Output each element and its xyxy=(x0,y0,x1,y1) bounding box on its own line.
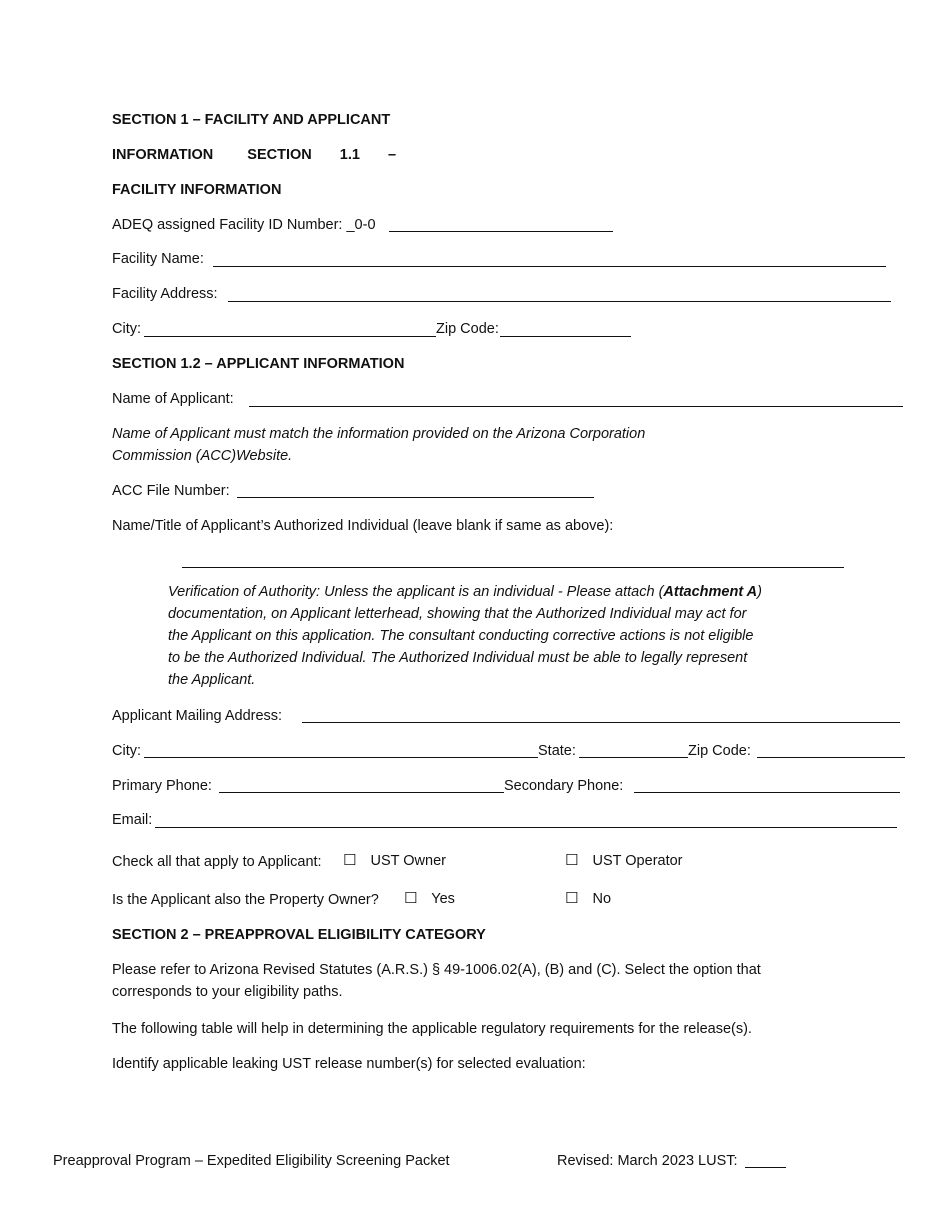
section2-refer-line1: Please refer to Arizona Revised Statutes (A.R.S.) § 49-1006.02(A), (B) and (C). Select the option that xyxy=(112,962,761,978)
attachment-a-label: Attachment A xyxy=(663,584,758,600)
applicant-note-line1: Name of Applicant must match the information provided on the Arizona Corporation xyxy=(112,426,646,442)
property-owner-yes-checkbox[interactable]: ☐ xyxy=(404,890,418,907)
applicant-state-label: State: xyxy=(538,743,576,759)
heading-word-dash: – xyxy=(388,147,397,163)
property-owner-no-label: No xyxy=(592,891,612,907)
section1-heading: SECTION 1 – FACILITY AND APPLICANT xyxy=(112,112,391,128)
property-owner-label: Is the Applicant also the Property Owner? xyxy=(112,892,379,908)
section2-heading: SECTION 2 – PREAPPROVAL ELIGIBILITY CATEGORY xyxy=(112,927,486,943)
verification-paragraph xyxy=(168,581,768,691)
facility-id-label: ADEQ assigned Facility ID Number: _0-0 xyxy=(112,217,376,233)
applicant-state-field[interactable] xyxy=(579,757,688,758)
applicant-name-label: Name of Applicant: xyxy=(112,391,234,407)
applicant-info-heading: SECTION 1.2 – APPLICANT INFORMATION xyxy=(112,356,405,372)
applicant-zip-label: Zip Code: xyxy=(688,743,751,759)
authorized-individual-field[interactable] xyxy=(182,567,844,568)
applicant-zip-field[interactable] xyxy=(757,757,905,758)
property-owner-no-option[interactable] xyxy=(565,890,611,908)
facility-id-field[interactable] xyxy=(389,231,613,232)
applicant-note-line2: Commission (ACC)Website. xyxy=(112,448,293,464)
primary-phone-label: Primary Phone: xyxy=(112,778,212,794)
facility-name-field[interactable] xyxy=(213,266,886,267)
applicant-name-field[interactable] xyxy=(249,406,903,407)
primary-phone-field[interactable] xyxy=(219,792,504,793)
facility-zip-label: Zip Code: xyxy=(436,321,499,337)
verification-text-pre: Verification of Authority: Unless the applicant is an individual - Please attach ( xyxy=(168,584,664,600)
email-field[interactable] xyxy=(155,827,897,828)
ust-owner-label: UST Owner xyxy=(370,853,446,869)
acc-file-field[interactable] xyxy=(237,497,594,498)
section1-heading-line2 xyxy=(112,146,396,164)
section2-table-help: The following table will help in determining the applicable regulatory requirements for the release(s). xyxy=(112,1021,752,1037)
applicant-type-label: Check all that apply to Applicant: xyxy=(112,854,322,870)
ust-owner-option[interactable] xyxy=(343,852,446,870)
heading-word-information: INFORMATION xyxy=(112,147,214,163)
footer-title: Preapproval Program – Expedited Eligibility Screening Packet xyxy=(53,1153,450,1169)
property-owner-yes-option[interactable] xyxy=(404,890,455,908)
mailing-address-field[interactable] xyxy=(302,722,900,723)
facility-address-label: Facility Address: xyxy=(112,286,218,302)
facility-city-field[interactable] xyxy=(144,336,436,337)
applicant-city-field[interactable] xyxy=(144,757,538,758)
facility-zip-field[interactable] xyxy=(500,336,631,337)
section2-refer-line2: corresponds to your eligibility paths. xyxy=(112,984,343,1000)
facility-info-heading: FACILITY INFORMATION xyxy=(112,182,282,198)
authorized-individual-label: Name/Title of Applicant’s Authorized Individual (leave blank if same as above): xyxy=(112,518,614,534)
heading-word-section: SECTION xyxy=(247,147,312,163)
acc-file-label: ACC File Number: xyxy=(112,483,230,499)
email-label: Email: xyxy=(112,812,153,828)
footer-revised: Revised: March 2023 LUST: xyxy=(557,1153,738,1169)
verification-text-post: ) documentation, on Applicant letterhead, showing that the Authorized Individual may act for the Applicant on this application. The consultant conducting corrective actions is not eligible to be the Authorized Individual. The Authorized Individual must be able to legally represent the Applicant. xyxy=(168,584,762,688)
ust-operator-label: UST Operator xyxy=(592,853,683,869)
facility-city-label: City: xyxy=(112,321,141,337)
facility-address-field[interactable] xyxy=(228,301,891,302)
facility-name-label: Facility Name: xyxy=(112,251,204,267)
footer-lust-field[interactable] xyxy=(745,1167,786,1168)
secondary-phone-label: Secondary Phone: xyxy=(504,778,624,794)
secondary-phone-field[interactable] xyxy=(634,792,900,793)
section2-identify-release: Identify applicable leaking UST release number(s) for selected evaluation: xyxy=(112,1056,586,1072)
ust-operator-checkbox[interactable]: ☐ xyxy=(565,852,579,869)
ust-operator-option[interactable] xyxy=(565,852,683,870)
property-owner-no-checkbox[interactable]: ☐ xyxy=(565,890,579,907)
ust-owner-checkbox[interactable]: ☐ xyxy=(343,852,357,869)
applicant-city-label: City: xyxy=(112,743,141,759)
property-owner-yes-label: Yes xyxy=(431,891,455,907)
mailing-address-label: Applicant Mailing Address: xyxy=(112,708,283,724)
heading-word-number: 1.1 xyxy=(339,147,360,163)
